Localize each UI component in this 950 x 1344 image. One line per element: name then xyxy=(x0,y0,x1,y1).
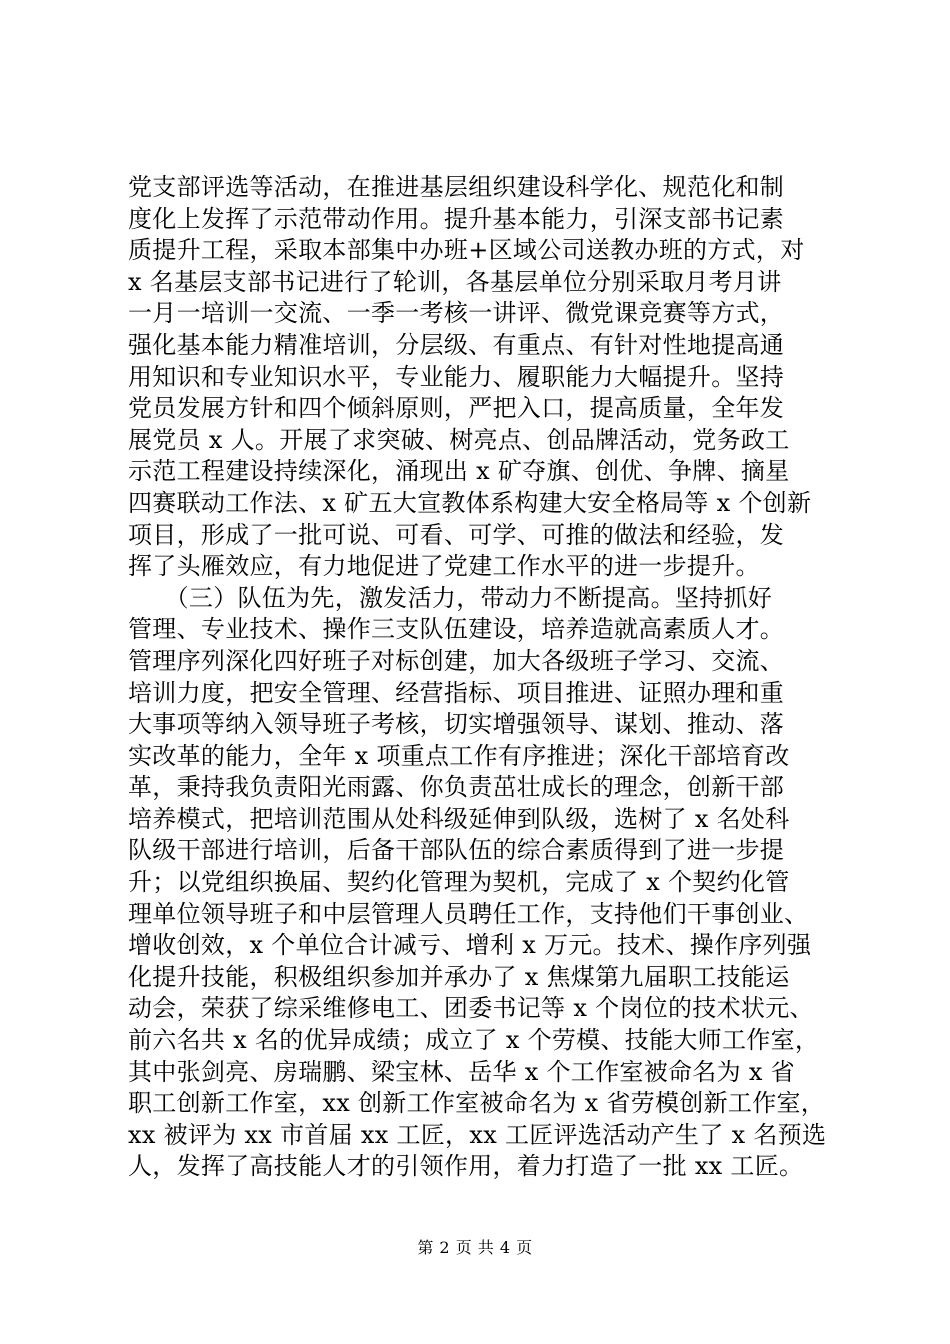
text-line: 管理、专业技术、操作三支队伍建设，培养造就高素质人才。 xyxy=(128,615,785,644)
text-line: 实改革的能力，全年 x 项重点工作有序推进；深化干部培育改 xyxy=(128,741,790,770)
text-line: 度化上发挥了示范带动作用。提升基本能力，引深支部书记素 xyxy=(128,204,785,233)
text-line: 党员发展方针和四个倾斜原则，严把入口，提高质量，全年发 xyxy=(128,394,785,423)
text-line: （三）队伍为先，激发活力，带动力不断提高。坚持抓好 xyxy=(128,583,773,612)
text-line: 化提升技能，积极组织参加并承办了 x 焦煤第九届职工技能运 xyxy=(128,962,790,991)
text-line: 质提升工程，采取本部集中办班+区域公司送教办班的方式，对 xyxy=(128,236,805,265)
text-line: 党支部评选等活动，在推进基层组织建设科学化、规范化和制 xyxy=(128,173,785,201)
text-line: 增收创效，x 个单位合计减亏、增利 x 万元。技术、操作序列强 xyxy=(128,931,812,960)
text-line: 示范工程建设持续深化，涌现出 x 矿夺旗、创优、争牌、摘星 xyxy=(128,457,790,486)
text-line: 四赛联动工作法、x 矿五大宣教体系构建大安全格局等 x 个创新 xyxy=(128,488,812,517)
text-line: 大事项等纳入领导班子考核，切实增强领导、谋划、推动、落 xyxy=(128,710,785,739)
text-line: 人，发挥了高技能人才的引领作用，着力打造了一批 xx 工匠。 xyxy=(128,1152,804,1181)
text-line: 升；以党组织换届、契约化管理为契机，完成了 x 个契约化管 xyxy=(128,868,790,897)
text-line: 强化基本能力精准培训，分层级、有重点、有针对性地提高通 xyxy=(128,330,785,359)
text-line: 其中张剑亮、房瑞鹏、梁宝林、岳华 x 个工作室被命名为 x 省 xyxy=(128,1057,795,1086)
text-line: 培养模式，把培训范围从处科级延伸到队级，选树了 x 名处科 xyxy=(128,804,790,833)
text-line: 革，秉持我负责阳光雨露、你负责茁壮成长的理念，创新干部 xyxy=(128,773,785,802)
page-footer: 第 2 页 共 4 页 xyxy=(417,1238,533,1257)
text-line: 挥了头雁效应，有力地促进了党建工作水平的进一步提升。 xyxy=(128,552,760,581)
text-line: 用知识和专业知识水平，专业能力、履职能力大幅提升。坚持 xyxy=(128,362,785,391)
text-line: 管理序列深化四好班子对标创建，加大各级班子学习、交流、 xyxy=(128,646,785,675)
text-line: xx 被评为 xx 市首届 xx 工匠，xx 工匠评选活动产生了 x 名预选 xyxy=(128,1120,827,1149)
text-line: 项目，形成了一批可说、可看、可学、可推的做法和经验，发 xyxy=(128,520,785,549)
text-line: 理单位领导班子和中层管理人员聘任工作，支持他们干事创业、 xyxy=(128,899,809,928)
text-line: 前六名共 x 名的优异成绩；成立了 x 个劳模、技能大师工作室， xyxy=(128,1026,820,1055)
text-line: x 名基层支部书记进行了轮训，各基层单位分别采取月考月讲 xyxy=(128,267,782,296)
text-line: 动会，荣获了综采维修电工、团委书记等 x 个岗位的技术状元、 xyxy=(128,994,814,1023)
text-line: 展党员 x 人。开展了求突破、树亮点、创品牌活动，党务政工 xyxy=(128,425,790,454)
text-line: 培训力度，把安全管理、经营指标、项目推进、证照办理和重 xyxy=(128,678,785,707)
text-line: 队级干部进行培训，后备干部队伍的综合素质得到了进一步提 xyxy=(128,836,785,865)
body-text xyxy=(128,172,833,1183)
text-line: 职工创新工作室，xx 创新工作室被命名为 x 省劳模创新工作室， xyxy=(128,1089,826,1118)
text-line: 一月一培训一交流、一季一考核一讲评、微党课竞赛等方式， xyxy=(128,299,785,328)
